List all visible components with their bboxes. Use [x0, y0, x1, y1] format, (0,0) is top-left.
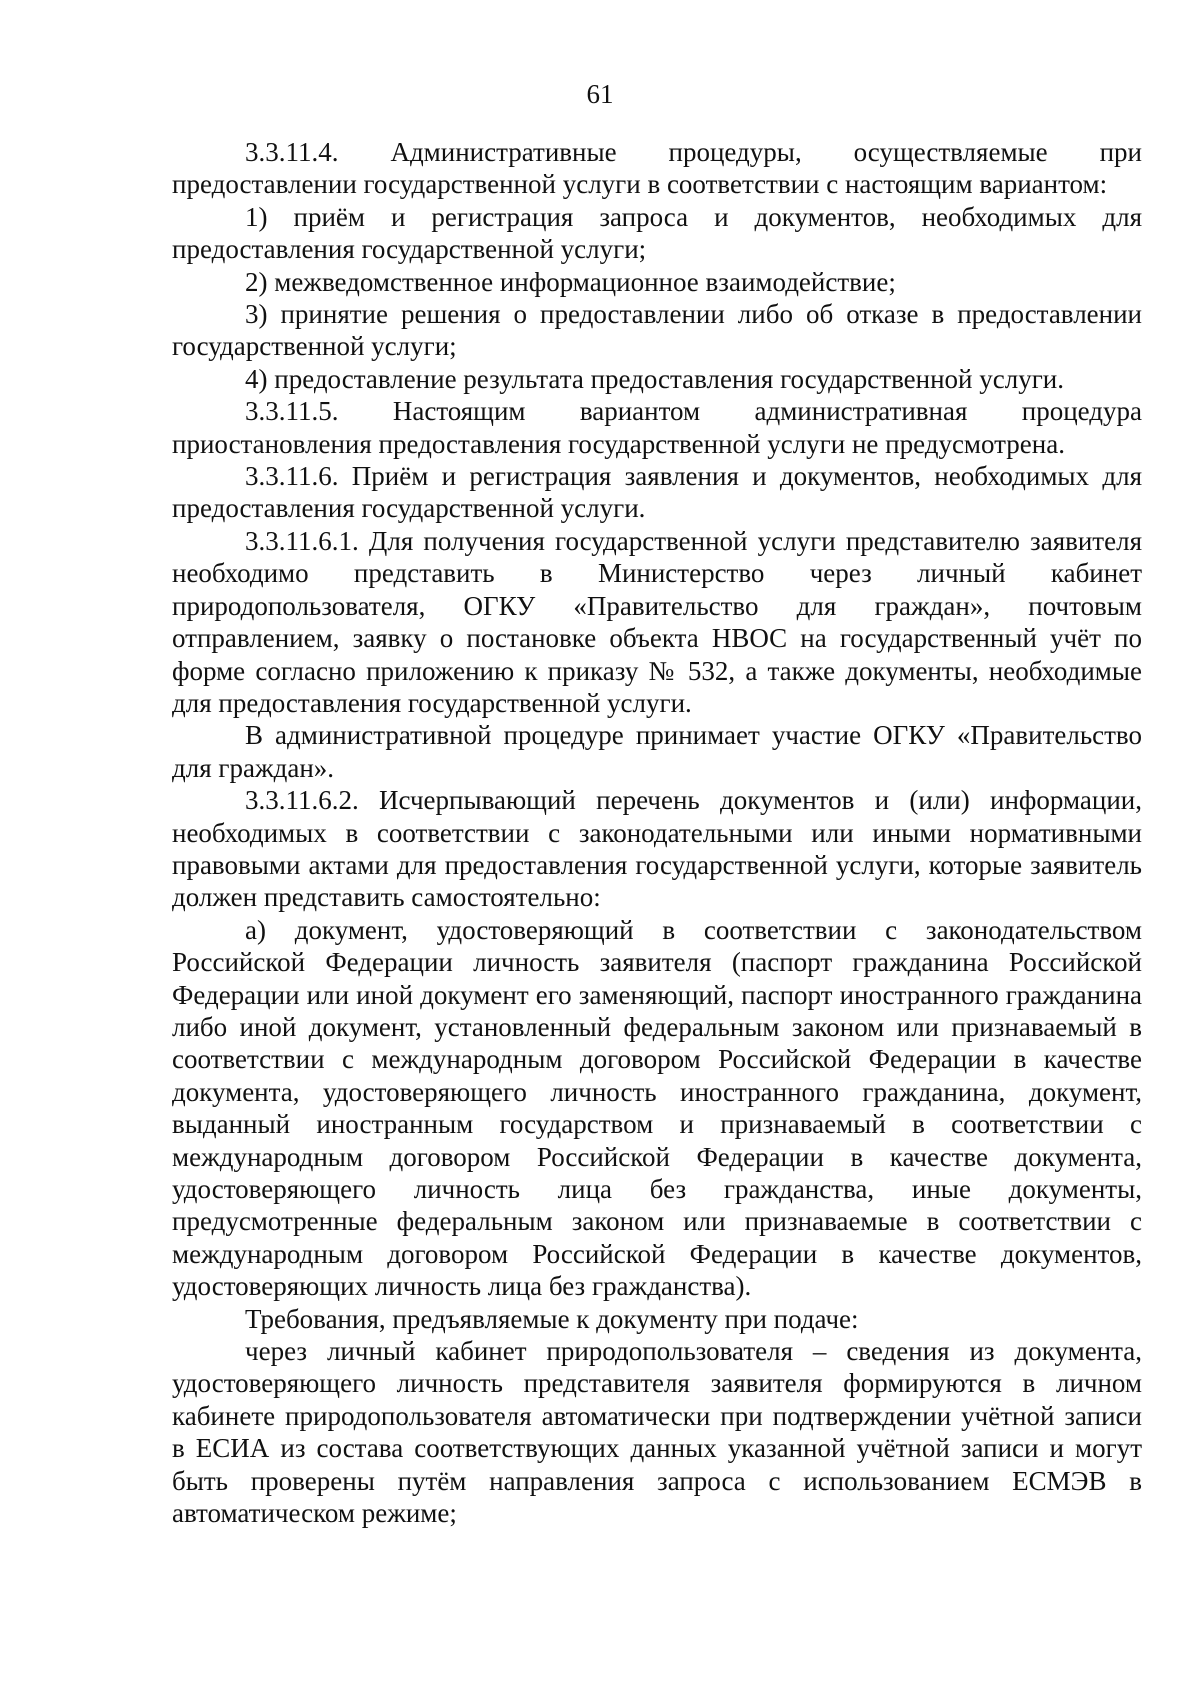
paragraph-3-3-11-6-2: 3.3.11.6.2. Исчерпывающий перечень документов и (или) информации, необходимых в соответствии с законодательными или иными нормативными правовыми актами для предоставления государственной услуги, которые заявитель должен представить самостоятельно:: [172, 785, 1142, 913]
paragraph-3-3-11-5: 3.3.11.5. Настоящим вариантом административная процедура приостановления предоставления государственной услуги не предусмотрена.: [172, 396, 1142, 459]
list-item-1: 1) приём и регистрация запроса и документов, необходимых для предоставления государственной услуги;: [172, 201, 1142, 265]
list-item-2: 2) межведомственное информационное взаимодействие;: [245, 266, 896, 297]
list-item-4: 4) предоставление результата предоставления государственной услуги.: [245, 363, 1064, 394]
list-item-3: 3) принятие решения о предоставлении либо об отказе в предоставлении государственной услуги;: [172, 299, 1142, 362]
paragraph-3-3-11-6: 3.3.11.6. Приём и регистрация заявления и документов, необходимых для предоставления государственной услуги.: [172, 461, 1142, 524]
paragraph-3-3-11-4: 3.3.11.4. Административные процедуры, осуществляемые при предоставлении государственной услуги в соответствии с настоящим вариантом:: [172, 137, 1142, 200]
paragraph-personal-cabinet: через личный кабинет природопользователя – сведения из документа, удостоверяющего личность представителя заявителя формируются в личном кабинете природопользователя автоматически при подтверждении учётной записи в ЕСИА из состава соответствующих данных указанной учётной записи и могут быть проверены путём направления запроса с использованием ЕСМЭВ в автоматическом режиме;: [172, 1336, 1142, 1529]
paragraph-requirements: Требования, предъявляемые к документу при подаче:: [245, 1303, 859, 1334]
paragraph-participation: В административной процедуре принимает участие ОГКУ «Правительство для граждан».: [172, 720, 1142, 783]
list-item-a: а) документ, удостоверяющий в соответствии с законодательством Российской Федерации личность заявителя (паспорт гражданина Российской Федерации или иной документ его заменяющий, паспорт иностранного гражданина либо иной документ, установленный федеральным законом или признаваемый в соответствии с международным договором Российской Федерации в качестве документа, удостоверяющего личность иностранного гражданина, документ, выданный иностранным государством и признаваемый в соответствии с международным договором Российской Федерации в качестве документа, удостоверяющего личность лица без гражданства, иные документы, предусмотренные федеральным законом или признаваемые в соответствии с международным договором Российской Федерации в качестве документов, удостоверяющих личность лица без гражданства).: [172, 914, 1142, 1302]
page-number: 61: [586, 79, 614, 109]
document-body: [172, 136, 1142, 1529]
paragraph-3-3-11-6-1: 3.3.11.6.1. Для получения государственной услуги представителю заявителя необходимо представить в Министерство через личный кабинет природопользователя, ОГКУ «Правительство для граждан», почтовым отправлением, заявку о постановке объекта НВОС на государственный учёт по форме согласно приложению к приказу № 532, а также документы, необходимые для предоставления государственной услуги.: [172, 525, 1142, 718]
